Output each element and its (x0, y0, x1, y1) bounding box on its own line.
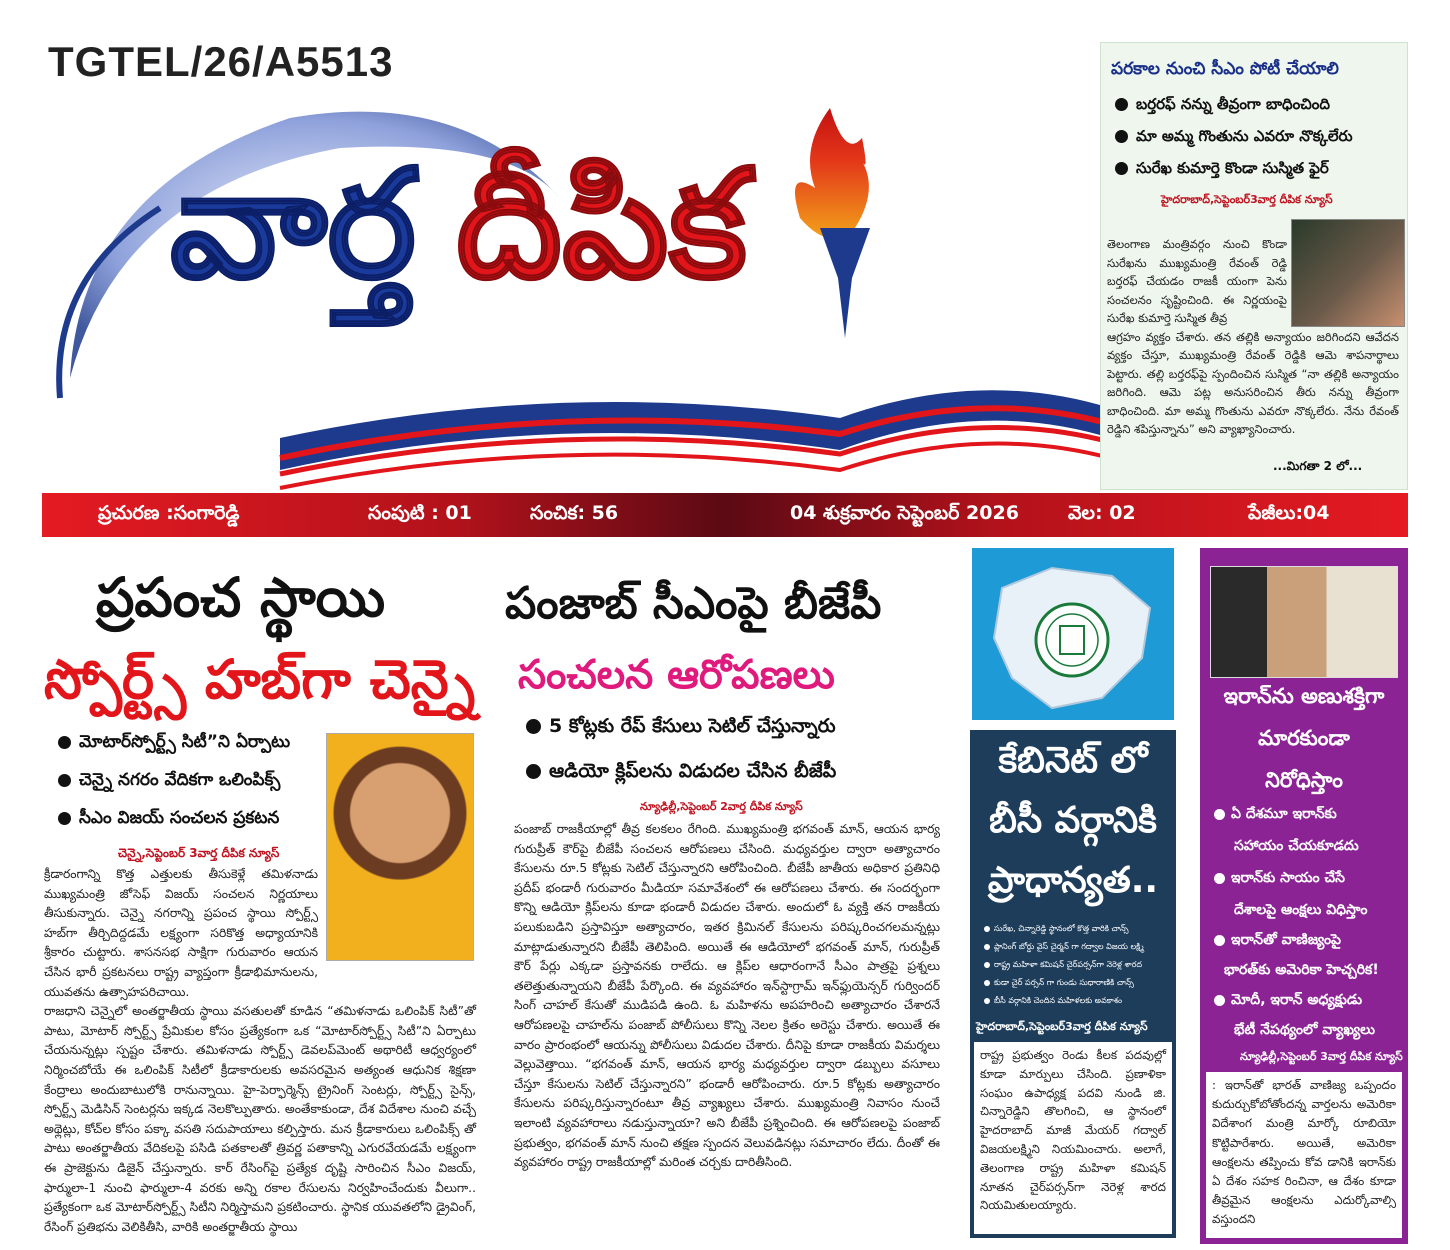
bullet-icon (58, 736, 71, 749)
bullet-icon (984, 926, 990, 932)
middle-headline-2: సంచలన ఆరోపణలు (518, 652, 835, 698)
top-box-bullet: బర్తరఫ్ నన్ను తీవ్రంగా బాధించింది (1115, 95, 1330, 117)
bullet-icon (1214, 995, 1225, 1006)
issue-info-strip (42, 493, 1408, 537)
cabinet-headline-1: కేబినెట్ లో (998, 740, 1148, 781)
bullet-icon (1115, 130, 1128, 143)
bullet-icon (984, 944, 990, 950)
bullet-icon (984, 980, 990, 986)
iran-bullet-cont: దేశాలపై ఆంక్షలు విధిస్తాం (1234, 902, 1368, 918)
iran-bullet-cont: సహాయం చేయకూడదు (1234, 838, 1359, 854)
torch-icon (795, 108, 870, 338)
bullet-icon (1214, 873, 1225, 884)
bullet-icon (984, 998, 990, 1004)
iran-headline-2: మారకుండా (1258, 726, 1350, 750)
top-box-body: తెలంగాణ మంత్రివర్గం నుంచి కొండా సురేఖను ముఖ్యమంత్రి రేవంత్ రెడ్డి బర్తరఫ్ చేయడం రాజకీ యంగా పెను సంచలనం సృష్టించింది. ఈ నిర్ణయంపై సురేఖ కుమార్తె సుస్మిత తీవ్ర ఆగ్రహం వ్యక్తం చేశారు. తన తల్లికి అన్యాయం జరిగిందని ఆవేదన వ్యక్తం చేస్తూ, ముఖ్యమంత్రి రేవంత్ రెడ్డికి ఆమె శాపనార్థాలు పెట్టారు. తల్లి బర్తరఫ్‌పై స్పందించిన సుస్మిత “నా తల్లికి అన్యాయం జరిగింది. ఆమె పట్ల అనుసరించిన తీరు నన్ను తీవ్రంగా బాధించింది. మా అమ్మ గొంతును ఎవరూ నొక్కలేరు. నేను రేవంత్ రెడ్డిని శపిస్తున్నాను” అని వ్యాఖ్యానించారు. (1107, 237, 1399, 436)
top-box-bullet: సురేఖ కుమార్తె కొండా సుస్మిత ఫైర్ (1115, 159, 1329, 181)
telangana-map-image (972, 548, 1174, 720)
cabinet-headline-3: ప్రాధాన్యత.. (987, 860, 1159, 901)
top-box-bullet: మా అమ్మ గొంతును ఎవరూ నొక్కలేరు (1115, 127, 1353, 149)
iran-story-body: : ఇరాన్‌తో భారత్ వాణిజ్య ఒప్పందం కుదుర్చుకోబోతోందన్న వార్తలను అమెరికా విదేశాంగ మంత్రి మార్కో రూబియో కొట్టిపారేశారు. అయితే, అమెరికా ఆంక్షలను తప్పించు కోవ డానికి ఇరాన్‌కు ఏ దేశం సహక రించినా, ఆ దేశం కూడా తీవ్రమైన ఆంక్షలను ఎదుర్కోవాల్సి వస్తుందని (1206, 1072, 1402, 1238)
middle-bullet: 5 కోట్లకు రేప్ కేసులు సెటిల్ చేస్తున్నారు (526, 715, 836, 742)
page-count: పేజీలు:04 (1248, 502, 1330, 524)
bullet-icon (1115, 162, 1128, 175)
price: వెల: 02 (1068, 502, 1136, 524)
iran-bullet: మోదీ, ఇరాన్ అధ్యక్షుడు (1214, 992, 1362, 1011)
left-headline-1: ప్రపంచ స్థాయి (96, 566, 386, 629)
registration-number: TGTEL/26/A5513 (48, 38, 394, 85)
middle-bullet: ఆడియో క్లిప్‌లను విడుదల చేసిన బీజేపీ (526, 760, 836, 787)
left-dateline: చెన్నై,సెప్టెంబర్ 3వార్త దీపిక న్యూస్ (118, 846, 280, 860)
bullet-icon (1214, 935, 1225, 946)
left-story-body: క్రీడారంగాన్ని కొత్త ఎత్తులకు తీసుకెళ్లే తమిళనాడు ముఖ్యమంత్రి జోసెఫ్ విజయ్ సంచలన నిర్ణయాలు తీసుకున్నారు. చెన్నై నగరాన్ని ప్రపంచ స్థాయి స్పోర్ట్స్ హబ్‌గా తీర్చిదిద్దడమే లక్ష్యంగా సరికొత్త అధ్యాయానికి శ్రీకారం చుట్టారు. శాసనసభ సాక్షిగా గురువారం ఆయన చేసిన భారీ ప్రకటనలు రాష్ట్ర వ్యాప్తంగా క్రీడాభిమానులను, యువతను ఉత్సాహపరిచాయి. రాజధాని చెన్నైలో అంతర్జాతీయ స్థాయి వసతులతో కూడిన “తమిళనాడు ఒలింపిక్ సిటీ”తో పాటు, మోటార్ స్పోర్ట్స్ ప్రేమికుల కోసం ప్రత్యేకంగా ఒక “మోటార్‌స్పోర్ట్స్ సిటీ”ని ఏర్పాటు చేయనున్నట్లు స్పష్టం చేశారు. తమిళనాడు స్పోర్ట్స్ డెవలప్‌మెంట్ అథారిటీ ఆధ్వర్యంలో నిర్మించబోయే ఈ ఒలింపిక్ సిటీలో క్రీడాకారులకు అవసరమైన అత్యంత ఆధునిక శిక్షణా కేంద్రాలు అందుబాటులోకి రానున్నాయి. హై-పెర్ఫార్మెన్స్ ట్రైనింగ్ సెంటర్లు, స్పోర్ట్స్ సైన్స్, స్పోర్ట్స్ మెడిసిన్ సెంటర్లను ఇక్కడ నెలకొల్పుతారు. అంతేకాకుండా, దేశ విదేశాల నుంచి వచ్చే అథ్లెట్లు, కోచ్‌ల కోసం పక్కా వసతి సదుపాయాలు కల్పిస్తారు. మన క్రీడాకారులు ఒలింపిక్స్ తో పాటు అంతర్జాతీయ వేదికలపై పసిడి పతకాలతో త్రివర్ణ పతాకాన్ని ఎగురవేయడమే లక్ష్యంగా ఈ ప్రాజెక్టును డిజైన్ చేస్తున్నారు. కార్ రేసింగ్‌పై ప్రత్యేక దృష్టి సారించిన సీఎం విజయ్, ఫార్ములా-1 నుంచి ఫార్ములా-4 వరకు అన్ని రకాల రేసులను నిర్వహించేందుకు వీలుగా.. ప్రత్యేకంగా ఒక మోటార్‌స్పోర్ట్స్ సిటీని నిర్మిస్తామని ప్రకటించారు. స్థానిక యువతలోని డ్రైవింగ్, రేసింగ్ ప్రతిభను వెలికితీసి, వారికి అంతర్జాతీయ స్థాయి (44, 867, 476, 1234)
cabinet-bullet: కుడా చైర్ పర్సన్ గా గుండు సుధారాణికి చాన్స్ (984, 978, 1134, 989)
cabinet-story-body: రాష్ట్ర ప్రభుత్వం రెండు కీలక పదవుల్లో కూడా మార్పులు చేసింది. ప్రణాళికా సంఘం ఉపాధ్యక్ష పదవి నుండి జి. చిన్నారెడ్డిని తొలగించి, ఆ స్థానంలో హైదరాబాద్ మాజీ మేయర్ గద్వాల్ విజయలక్ష్మిని నియమించారు. అలాగే, తెలంగాణ రాష్ట్ర మహిళా కమిషన్ నూతన చైర్‌పర్సన్‌గా నెరెళ్ల శారద నియమితులయ్యారు. (974, 1042, 1172, 1234)
cabinet-bullet: ప్లానింగ్ బోర్డు వైస్ చైర్మన్ గా గద్వాల విజయ లక్ష్మి (984, 942, 1144, 953)
cabinet-bullet: బీసీ వర్గానికి చెందిన మహిళలకు అవకాశం (984, 996, 1122, 1007)
left-headline-2: స్పోర్ట్స్ హబ్‌గా చెన్నై (44, 648, 475, 711)
iran-bullet-cont: భేటీ నేపథ్యంలో వ్యాఖ్యలు (1234, 1022, 1375, 1038)
leaders-photo (1210, 566, 1398, 678)
iran-headline-1: ఇరాన్‌ను అణుశక్తిగా (1223, 684, 1385, 708)
bullet-icon (526, 764, 541, 779)
issue-number: సంచిక: 56 (530, 502, 619, 524)
iran-headline-3: నిరోధిస్తాం (1265, 768, 1343, 792)
newspaper-title (170, 138, 748, 312)
cabinet-headline-2: బీసీ వర్గానికి (989, 800, 1157, 841)
left-bullet: మోటార్‌స్పోర్ట్స్ సిటీ”ని ఏర్పాటు (58, 732, 290, 756)
bullet-icon (1115, 98, 1128, 111)
title-part-2: దీపిక (456, 138, 748, 312)
bullet-icon (1214, 809, 1225, 820)
iran-bullet: ఇరాన్‌తో వాణిజ్యంపై (1214, 932, 1341, 951)
iran-bullet-cont: భారత్‌కు అమెరికా హెచ్చరిక! (1224, 962, 1379, 978)
iran-story-box (1200, 548, 1408, 1244)
cabinet-bullet: సురేఖ, చిన్నారెడ్డి స్థానంలో కొత్త వారికి చాన్స్ (984, 924, 1128, 935)
book-icon (280, 390, 1110, 488)
title-part-1: వార్త (170, 138, 417, 312)
state-emblem-icon (1036, 604, 1108, 676)
continued-note: ...మిగతా 2 లో... (1273, 459, 1363, 473)
left-bullet: సీఎం విజయ్ సంచలన ప్రకటన (58, 808, 279, 832)
middle-dateline: న్యూఢిల్లీ,సెప్టెంబర్ 2వార్త దీపిక న్యూస్ (640, 800, 803, 813)
iran-bullet: ఇరాన్‌కు సాయం చేసే (1214, 870, 1345, 889)
left-bullet: చెన్నై నగరం వేదికగా ఒలింపిక్స్ (58, 770, 280, 794)
iran-dateline: న్యూఢిల్లీ,సెప్టెంబర్ 3వార్త దీపిక న్యూస్ (1240, 1050, 1403, 1063)
cabinet-story-box (970, 730, 1176, 1238)
iran-bullet: ఏ దేశమూ ఇరాన్‌కు (1214, 806, 1337, 825)
middle-headline-1: పంజాబ్ సీఎంపై బీజేపీ (505, 578, 882, 629)
publication-place: ప్రచురణ :సంగారెడ్డి (98, 502, 240, 524)
bullet-icon (58, 774, 71, 787)
top-box-dateline: హైదరాబాద్,సెప్టెంబర్3వార్త దీపిక న్యూస్ (1161, 193, 1333, 206)
cabinet-dateline: హైదరాబాద్,సెప్టెంబర్3వార్త దీపిక న్యూస్ (976, 1020, 1148, 1033)
top-news-box (1100, 42, 1408, 490)
bullet-icon (58, 812, 71, 825)
volume-number: సంపుటి : 01 (368, 502, 472, 524)
bullet-icon (984, 962, 990, 968)
middle-story-body: పంజాబ్ రాజకీయాల్లో తీవ్ర కలకలం రేగింది. ముఖ్యమంత్రి భగవంత్ మాన్, ఆయన భార్య గురుప్రీత్ కౌర్‌పై బీజేపీ సంచలన ఆరోపణలు చేసింది. మధ్యవర్తుల ద్వారా అత్యాచారం కేసులను రూ.5 కోట్లకు సెటిల్ చేస్తున్నారని ఆరోపించింది. బీజేపీ జాతీయ అధికార ప్రతినిధి ప్రదీప్ భండారీ గురువారం మీడియా సమావేశంలో ఈ ఆరోపణలు చేశారు. ఈ సందర్భంగా కొన్ని ఆడియో క్లిప్‌లను కూడా భండారీ విడుదల చేశారు. అందులో ఓ వ్యక్తి తన రాజకీయ పలుకుబడిని ప్రస్తావిస్తూ అత్యాచారం, ఇతర క్రిమినల్ కేసులను పరిష్కరించగలమన్నట్లు మాట్లాడుతున్నారని బీజేపీ తెలిపింది. అయితే ఈ ఆడియోలో భగవంత్ మాన్, గురుప్రీత్ కౌర్ పేర్లు ఎక్కడా ప్రస్తావనకు రాలేదు. ఆ క్లిప్‌ల ఆధారంగానే సీఎం పాత్రపై ప్రశ్నలు తలెత్తుతున్నాయని బీజేపీ పేర్కొంది. ఈ వ్యవహారం ఇన్‌స్టాగ్రామ్ ఇన్‌ఫ్లుయెన్సర్ గుర్విందర్ సింగ్ చాహల్ కేసుతో ముడిపడి ఉంది. ఓ మహిళను అపహరించి అత్యాచారం చేశారనే ఆరోపణలపై చాహల్‌ను పంజాబ్ పోలీసులు కొన్ని నెలల క్రితం అరెస్టు చేశారు. అయితే ఈ వారం ప్రారంభంలో ఆయన్ను పోలీసులు విడుదల చేశారు. దీనిపై కూడా రాజకీయ విమర్శలు వెల్లువెత్తాయి. “భగవంత్ మాన్, ఆయన భార్య మధ్యవర్తుల ద్వారా డబ్బులు వసూలు చేస్తూ కేసులను సెటిల్ చేస్తున్నారని” భండారీ ఆరోపించారు. రూ.5 కోట్లకు అత్యాచారం కేసులను పరిష్కరిస్తున్నారంటూ తీవ్ర వ్యాఖ్యలు చేశారు. ముఖ్యమంత్రి నివాసం నుంచే ఇలాంటి వ్యవహారాలు నడుస్తున్నాయా? అని బీజేపీ ప్రశ్నించింది. ఈ ఆరోపణలపై పంజాబ్ ప్రభుత్వం, భగవంత్ మాన్ నుంచి తక్షణ స్పందన వెలువడినట్లు సమాచారం లేదు. దీంతో ఈ వ్యవహారం రాష్ట్ర రాజకీయాల్లో మరింత చర్చకు దారితీసింది. (514, 822, 940, 1170)
issue-date: 04 శుక్రవారం సెప్టెంబర్ 2026 (790, 502, 1019, 524)
bullet-icon (526, 719, 541, 734)
cabinet-bullet: రాష్ట్ర మహిళా కమిషన్ చైర్‌పర్సన్‌గా నెరెళ్ల శారద (984, 960, 1142, 971)
top-box-headline: పరకాల నుంచి సీఎం పోటీ చేయాలి (1111, 59, 1339, 79)
